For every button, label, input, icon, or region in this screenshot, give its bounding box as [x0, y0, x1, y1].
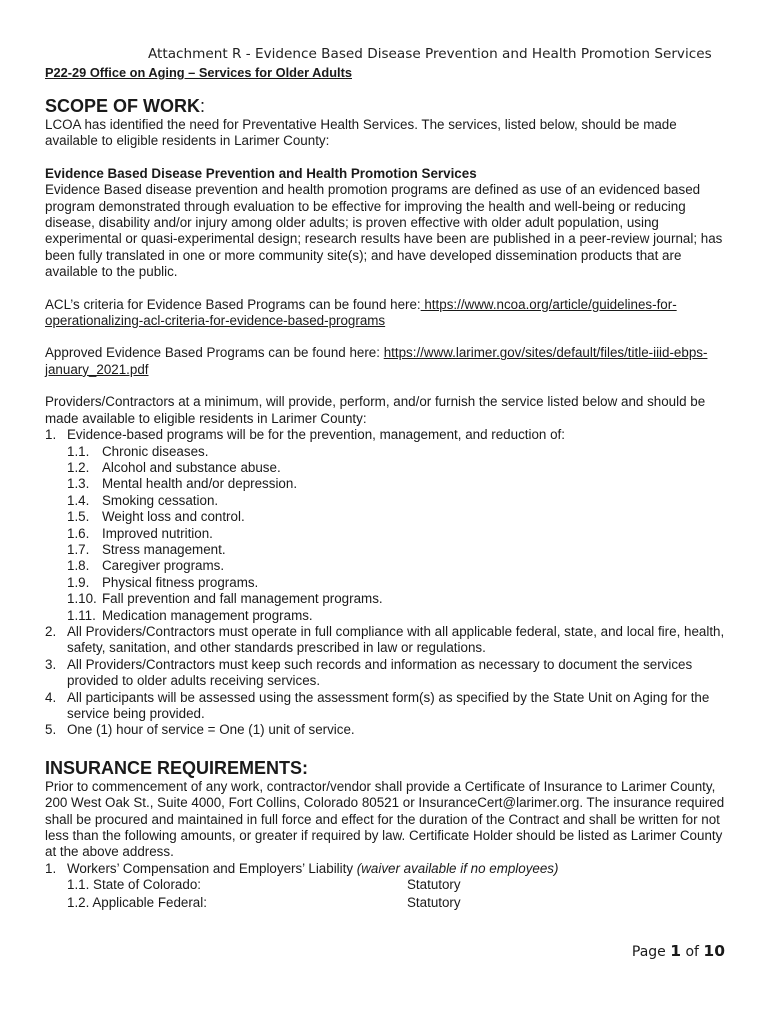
insurance-heading: INSURANCE REQUIREMENTS: — [45, 757, 309, 778]
total-pages: 10 — [703, 942, 725, 960]
insurance-intro: Prior to commencement of any work, contractor/vendor shall provide a Certificate of Insurance to Larimer County, 200 West Oak St., Suite 4000, Fort Collins, Colorado 80521 or InsuranceCert@larimer.org. The insurance required shall be procured and maintained in full force and effect for the duration of the Contract and shall be written for not less than the following amounts, or greater if required by law. Certificate Holder should be listed as Larimer County at the above address. — [45, 778, 725, 860]
list-item: 1.10. Fall prevention and fall management programs. — [67, 591, 383, 607]
acl-criteria-link[interactable]: https://www.ncoa.org/article/guidelines-for-operationalizing-acl-criteria-for-evidence-based-programs — [45, 296, 677, 329]
acl-criteria-paragraph — [45, 297, 727, 330]
list-item: 1.9. Physical fitness programs. — [67, 574, 259, 590]
list-item: 1.3. Mental health and/or depression. — [67, 476, 298, 492]
document-body — [45, 95, 727, 913]
providers-intro: Providers/Contractors at a minimum, will provide, perform, and/or furnish the service listed below and should be made available to eligible residents in Larimer County: — [45, 394, 706, 426]
list-item: 1.4. Smoking cessation. — [67, 492, 219, 508]
approved-programs-link[interactable]: https://www.larimer.gov/sites/default/files/title-iiid-ebps-january_2021.pdf — [45, 345, 708, 377]
insurance-row — [45, 877, 727, 895]
list-item: 4. All participants will be assessed using the assessment form(s) as specified by the State Unit on Aging for the service being provided. — [45, 689, 710, 721]
list-item — [45, 427, 727, 624]
list-item: 1.7. Stress management. — [67, 541, 226, 557]
approved-programs-paragraph — [45, 345, 727, 378]
insurance-row — [45, 895, 727, 913]
scope-heading-colon: : — [200, 96, 206, 116]
list-item-text: Evidence-based programs will be for the prevention, management, and reduction of: — [67, 427, 565, 443]
attachment-title: Attachment R - Evidence Based Disease Prevention and Health Promotion Services — [148, 46, 712, 62]
services-definition: Evidence Based disease prevention and health promotion programs are defined as use of an evidenced based program demonstrated through evaluation to be effective for improving the health and well-being or reducing disease, disability and/or injury among older adults; is proven effective with older adult population, using experimental or quasi-experimental design; research results have been are published in a peer-review journal; has been fully translated in one or more community site(s); and have developed dissemination products that are available to the public. — [45, 182, 723, 280]
list-item: 2. All Providers/Contractors must operate in full compliance with all applicable federal, state, and local fire, health, safety, sanitation, and other standards prescribed in law or regulations. — [45, 623, 725, 656]
workers-comp-label: Workers’ Compensation and Employers’ Liability — [67, 860, 357, 876]
list-item: 1.8. Caregiver programs. — [67, 558, 225, 574]
approved-programs-text: Approved Evidence Based Programs can be found here: — [45, 345, 384, 361]
list-item: 1.11. Medication management programs. — [67, 607, 313, 623]
scope-heading-text: SCOPE OF WORK — [45, 96, 201, 116]
list-item: 1. Workers’ Compensation and Employers’ Liability (waiver available if no employees) — [45, 860, 559, 876]
insurance-row-value: Statutory — [407, 895, 461, 911]
page-number: Page 1 of 10 — [631, 942, 725, 960]
list-item: 1.6. Improved nutrition. — [67, 525, 213, 541]
insurance-row-label: 1.2. Applicable Federal: — [67, 895, 207, 911]
insurance-list — [45, 861, 727, 877]
scope-heading — [45, 95, 727, 117]
acl-criteria-text: ACL’s criteria for Evidence Based Programs can be found here: — [45, 296, 421, 312]
current-page: 1 — [670, 942, 682, 960]
list-item: 3. All Providers/Contractors must keep such records and information as necessary to document the services provided to older adults receiving services. — [45, 656, 693, 689]
list-item: 1.2. Alcohol and substance abuse. — [67, 459, 281, 475]
sub-list — [67, 444, 727, 624]
insurance-row-label: 1.1. State of Colorado: — [67, 877, 201, 893]
waiver-note: (waiver available if no employees) — [356, 860, 559, 876]
scope-list — [45, 427, 727, 739]
list-item: 1.1. Chronic diseases. — [67, 443, 209, 459]
office-title: P22-29 Office on Aging – Services for Older Adults — [45, 65, 352, 80]
list-item: 5. One (1) hour of service = One (1) unit of service. — [45, 722, 355, 738]
services-subheading: Evidence Based Disease Prevention and Health Promotion Services — [45, 165, 477, 181]
list-item: 1.5. Weight loss and control. — [67, 509, 245, 525]
insurance-row-value: Statutory — [407, 877, 461, 893]
scope-intro: LCOA has identified the need for Preventative Health Services. The services, listed below, should be made available to eligible residents in Larimer County: — [45, 117, 677, 149]
list-item-number: 1. — [45, 427, 57, 443]
